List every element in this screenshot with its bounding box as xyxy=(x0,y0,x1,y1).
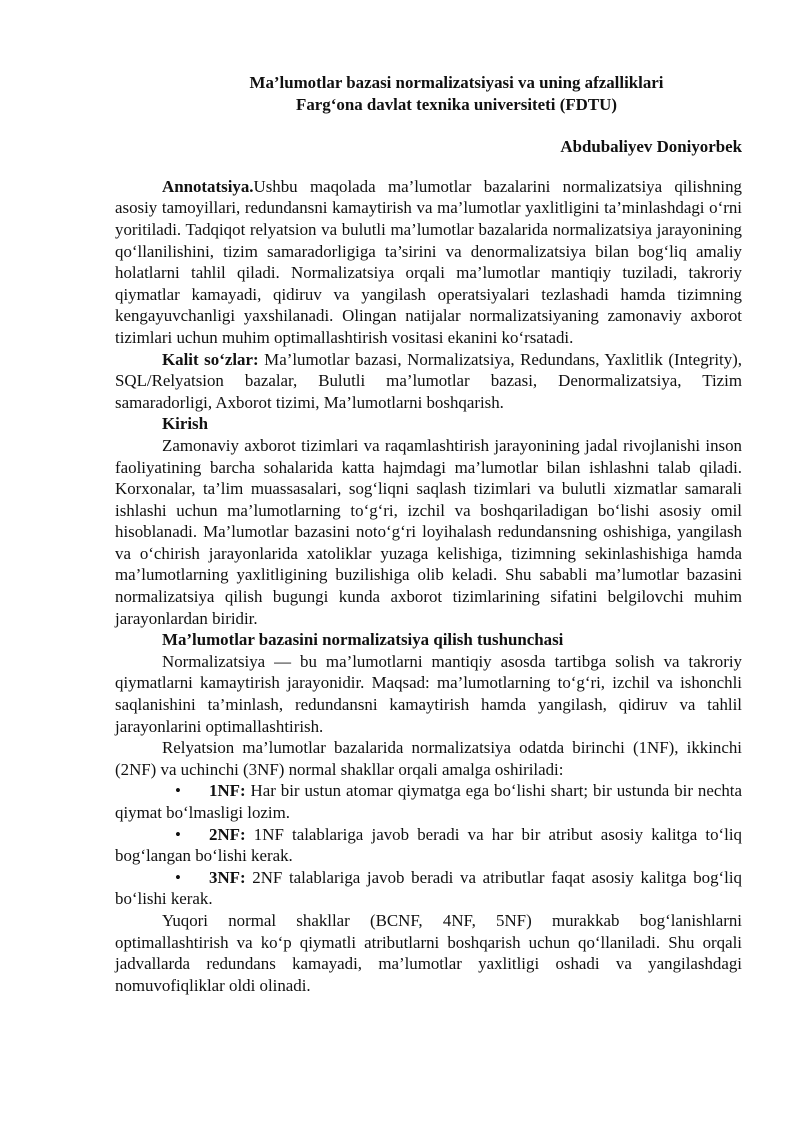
concept-paragraph-1: Normalizatsiya — bu ma’lumotlarni mantiqiy asosda tartibga solish va takroriy qiymatlarni kamaytirish jarayonidir. Maqsad: ma’lumotlarning to‘g‘ri, izchil va ishonchli saqlanishini ta’minlash, redundansni kamaytirish hamda yangilash, qidiruv va tahlil jarayonlarini optimallashtirish. xyxy=(115,651,742,736)
title-line-2: Farg‘ona davlat texnika universiteti (FDTU) xyxy=(296,94,617,114)
bullet-label: 3NF: xyxy=(209,867,246,887)
intro-paragraph: Zamonaviy axborot tizimlari va raqamlashtirish jarayonining jadal rivojlanishi inson faoliyatining barcha sohalarida katta hajmdagi ma’lumotlar bilan ishlashni talab qiladi. Korxonalar, ta’lim muassasalari, sog‘liqni saqlash tizimlari va bulutli xizmatlar samarali ishlashi uchun ma’lumotlarning to‘g‘ri, izchil va boshqariladigan bo‘lishi asosiy omil hisoblanadi. Ma’lumotlar bazasini noto‘g‘ri loyihalash redundansning oshishiga, yangilash va o‘chirish jarayonlarida xatoliklar yuzaga kelishiga, tizimning sekinlashishiga hamda ma’lumotlarning yaxlitligining buzilishiga olib keladi. Shu sababli ma’lumotlar bazasini normalizatsiya qilish bugungi kunda axborot tizimlarining sifatini belgilovchi muhim jarayonlardan biridir. xyxy=(115,435,742,628)
bullet-label: 1NF: xyxy=(209,781,246,801)
keywords-text: Ma’lumotlar bazasi, Normalizatsiya, Redundans, Yaxlitlik (Integrity), SQL/Relyatsion bazalar, Bulutli ma’lumotlar bazasi, Denormalizatsiya, Tizim samaradorligi, Axborot tizimi, Ma’lumotlarni boshqarish. xyxy=(115,349,742,412)
concept-paragraph-3: Yuqori normal shakllar (BCNF, 4NF, 5NF) murakkab bog‘lanishlarni optimallashtirish va ko‘p qiymatli atributlarni boshqarish uchun qo‘llaniladi. Shu orqali jadvallarda redundans kamayadi, ma’lumotlar yaxlitligi oshadi va yangilashdagi nomuvofiqliklar oldi olinadi. xyxy=(115,910,742,995)
bullet-item-3nf xyxy=(115,867,742,910)
abstract-text: Ushbu maqolada ma’lumotlar bazalarini normalizatsiya qilishning asosiy tamoyillari, redundansni kamaytirish va ma’lumotlar yaxlitligini ta’minlashdagi o‘rni yoritiladi. Tadqiqot relyatsion va bulutli ma’lumotlar bazalarida normalizatsiya jarayonining qo‘llanilishini, tizim samaradorligiga ta’sirini va denormalizatsiya bilan bog‘liq amaliy holatlarni tahlil qiladi. Normalizatsiya orqali ma’lumotlar mantiqiy tuziladi, takroriy qiymatlar kamayadi, qidiruv va yangilash operatsiyalari tezlashadi hamda tizimning kengayuvchanligi yaxshilanadi. Olingan natijalar normalizatsiyaning zamonaviy axborot tizimlari uchun muhim optimallashtirish vositasi ekanini ko‘rsatadi. xyxy=(115,176,742,347)
abstract-paragraph xyxy=(115,176,742,349)
document-page xyxy=(115,72,742,996)
bullet-text: 1NF talablariga javob beradi va har bir atribut asosiy kalitga to‘liq bog‘langan bo‘lishi kerak. xyxy=(115,824,742,866)
bullet-item-1nf xyxy=(115,780,742,823)
concept-paragraph-2: Relyatsion ma’lumotlar bazalarida normalizatsiya odatda birinchi (1NF), ikkinchi (2NF) va uchinchi (3NF) normal shakllar orqali amalga oshiriladi: xyxy=(115,738,742,779)
title-line-1: Ma’lumotlar bazasi normalizatsiyasi va uning afzalliklari xyxy=(249,73,664,92)
bullet-label: 2NF: xyxy=(209,824,246,844)
bullet-text: Har bir ustun atomar qiymatga ega bo‘lishi shart; bir ustunda bir nechta qiymat bo‘lmasligi lozim. xyxy=(115,781,742,822)
paper-title xyxy=(171,72,742,115)
bullet-icon: • xyxy=(175,867,181,887)
concept-heading: Ma’lumotlar bazasini normalizatsiya qilish tushunchasi xyxy=(162,630,564,650)
bullet-icon: • xyxy=(175,824,181,844)
bullet-item-2nf xyxy=(115,824,742,867)
bullet-icon: • xyxy=(175,781,181,801)
keywords-paragraph xyxy=(115,349,742,414)
abstract-label: Annotatsiya. xyxy=(162,176,254,196)
bullet-text: 2NF talablariga javob beradi va atributlar faqat asosiy kalitga bog‘liq bo‘lishi kerak. xyxy=(115,867,742,909)
keywords-label: Kalit so‘zlar: xyxy=(162,349,259,369)
intro-heading: Kirish xyxy=(162,414,208,434)
author-name: Abdubaliyev Doniyorbek xyxy=(560,137,742,157)
